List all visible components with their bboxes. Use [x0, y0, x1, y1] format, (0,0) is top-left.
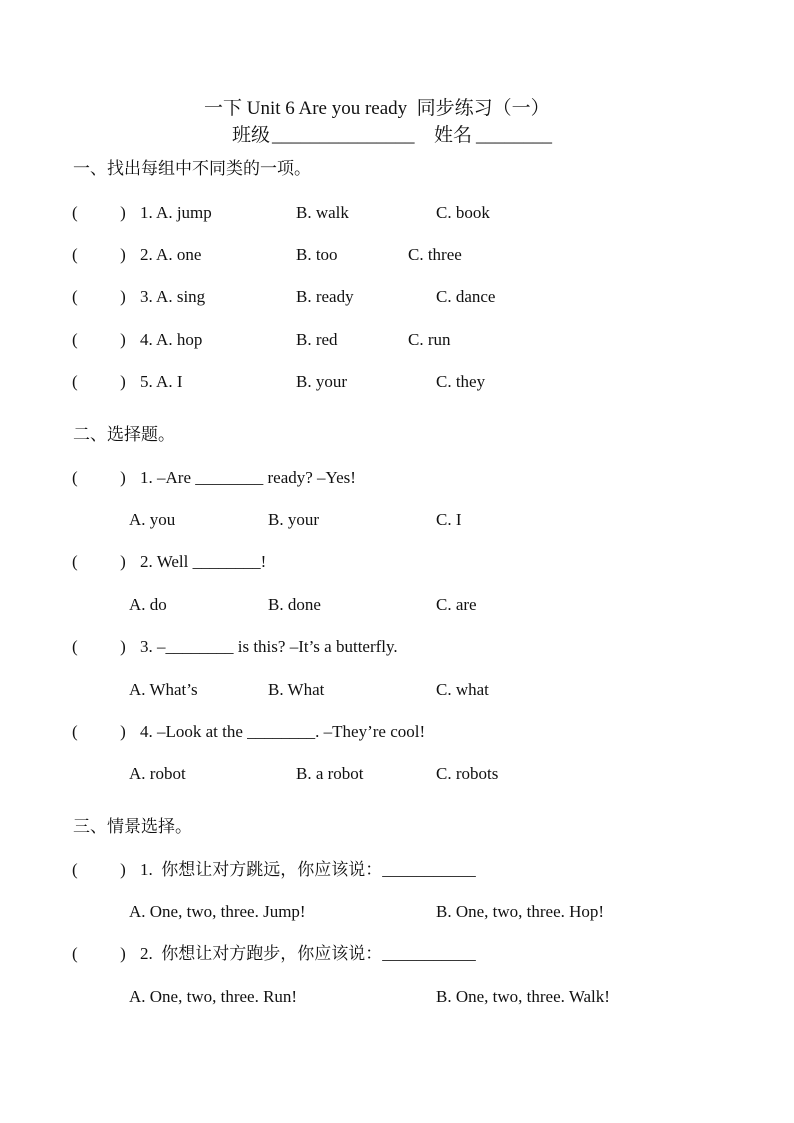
option-a: A. robot: [129, 764, 186, 783]
option-a: A. One, two, three. Jump!: [129, 902, 306, 921]
answer-paren[interactable]: ( ): [72, 372, 126, 391]
option-a: A. do: [129, 595, 167, 614]
option-b: B. your: [268, 510, 319, 529]
answer-paren[interactable]: ( ): [72, 944, 126, 963]
name-label: 姓名: [434, 125, 473, 146]
option-a: A. One, two, three. Run!: [129, 987, 298, 1006]
option-c: C. they: [436, 372, 486, 391]
option-b: B. ready: [296, 287, 354, 306]
section-heading-3: 三、情景选择。: [73, 817, 192, 836]
question-stem: 1. –Are ________ ready? –Yes!: [140, 468, 356, 487]
option-c: C. what: [436, 680, 489, 699]
option-b: B. One, two, three. Hop!: [436, 902, 605, 921]
answer-paren[interactable]: ( ): [72, 637, 126, 656]
answer-paren[interactable]: ( ): [72, 468, 126, 487]
option-b: B. a robot: [296, 764, 364, 783]
question-stem: 1. 你想让对方跳远，你应该说：___________: [140, 860, 476, 879]
answer-paren[interactable]: ( ): [72, 860, 126, 879]
question-stem: 4. –Look at the ________. –They’re cool!: [140, 722, 426, 741]
question-stem: 4. A. hop: [140, 330, 203, 349]
class-blank[interactable]: _______________: [272, 125, 415, 146]
option-a: A. What’s: [129, 680, 198, 699]
option-b: B. One, two, three. Walk!: [436, 987, 610, 1006]
name-blank[interactable]: ________: [476, 125, 552, 146]
option-c: C. book: [436, 203, 490, 222]
question-stem: 1. A. jump: [140, 203, 212, 222]
option-c: C. robots: [436, 764, 499, 783]
answer-paren[interactable]: ( ): [72, 330, 126, 349]
answer-paren[interactable]: ( ): [72, 722, 126, 741]
question-stem: 3. A. sing: [140, 287, 206, 306]
page-title: 一下 Unit 6 Are you ready 同步练习（一）: [204, 98, 550, 119]
option-c: C. run: [408, 330, 451, 349]
option-c: C. I: [436, 510, 462, 529]
option-c: C. three: [408, 245, 462, 264]
question-stem: 5. A. I: [140, 372, 183, 391]
option-b: B. What: [268, 680, 325, 699]
option-c: C. are: [436, 595, 477, 614]
question-stem: 2. A. one: [140, 245, 202, 264]
question-stem: 3. –________ is this? –It’s a butterfly.: [140, 637, 398, 656]
option-b: B. walk: [296, 203, 349, 222]
section-heading-2: 二、选择题。: [73, 425, 175, 444]
option-a: A. you: [129, 510, 176, 529]
class-label: 班级: [232, 125, 271, 146]
option-b: B. your: [296, 372, 347, 391]
question-stem: 2. 你想让对方跑步，你应该说：___________: [140, 944, 476, 963]
option-c: C. dance: [436, 287, 496, 306]
section-heading-1: 一、找出每组中不同类的一项。: [73, 159, 311, 178]
answer-paren[interactable]: ( ): [72, 203, 126, 222]
answer-paren[interactable]: ( ): [72, 287, 126, 306]
question-stem: 2. Well ________!: [140, 552, 267, 571]
answer-paren[interactable]: ( ): [72, 552, 126, 571]
answer-paren[interactable]: ( ): [72, 245, 126, 264]
option-b: B. red: [296, 330, 338, 349]
option-b: B. done: [268, 595, 321, 614]
option-b: B. too: [296, 245, 338, 264]
